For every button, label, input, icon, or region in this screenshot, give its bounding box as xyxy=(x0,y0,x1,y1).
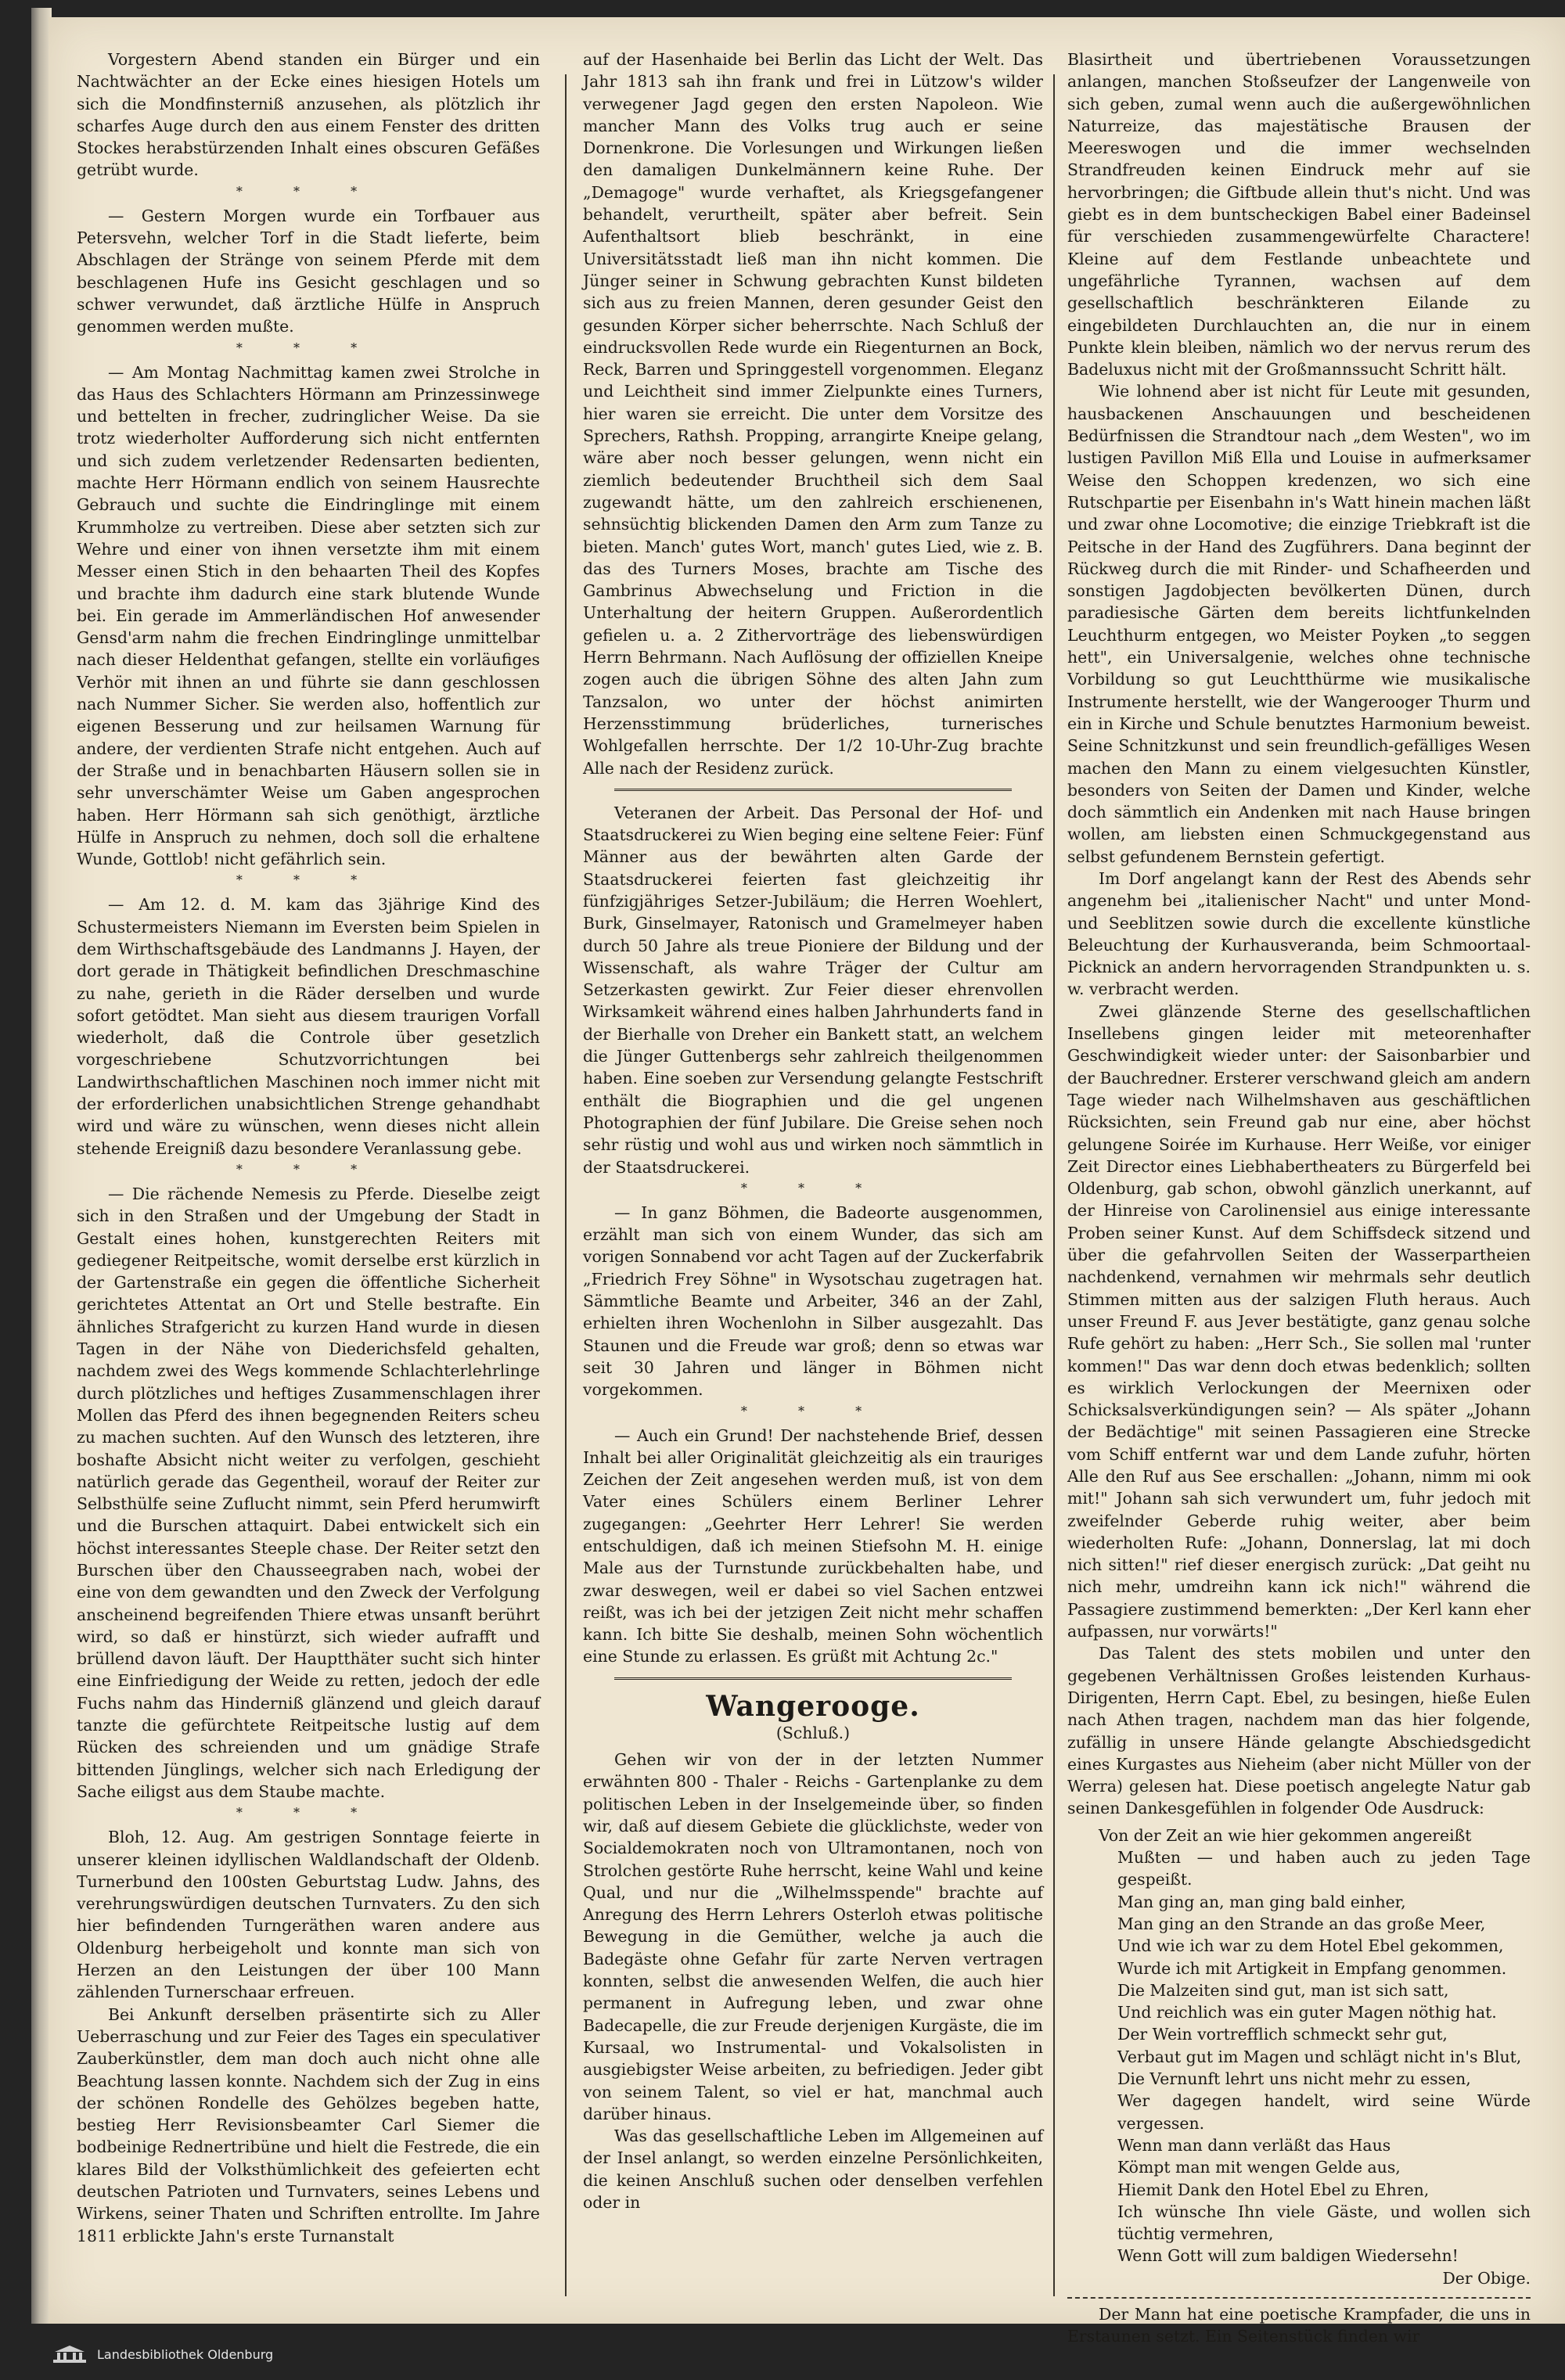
poem-line: Die Vernunft lehrt uns nicht mehr zu essen, xyxy=(1117,2069,1471,2089)
poem-line: Hiemit Dank den Hotel Ebel zu Ehren, xyxy=(1117,2180,1430,2199)
poem-line: Die Malzeiten sind gut, man ist sich satt, xyxy=(1117,1980,1449,2000)
column-3 xyxy=(1067,49,1531,2348)
column-1 xyxy=(77,49,540,2247)
column-rule-1 xyxy=(565,74,567,2296)
poem-line: Der Wein vortrefflich schmeckt sehr gut, xyxy=(1117,2025,1448,2044)
article-bloh: Bloh, 12. Aug. Am gestrigen Sonntage feierte in unserer kleinen idyllischen Waldlandschaft der Oldenb. Turnerbund den 100sten Geburtstag Ludw. Jahns, des verehrungswürdigen deutschen Turnvaters. Zu den sich hier befindenden Turngeräthen waren andere aus Oldenburg herbeigeholt und konnte man sich von Herzen an den Leistungen der über 100 Mann zählenden Turnerschaar erfreuen. xyxy=(77,1828,540,2002)
poem-line: Wer dagegen handelt, wird seine Würde vergessen. xyxy=(1117,2091,1531,2133)
article-jahn-cont: auf der Hasenhaide bei Berlin das Licht der Welt. Das Jahr 1813 sah ihn frank und frei in Lützow's wilder verwegener Jagd gegen den ersten Napoleon. Wie mancher Mann des Volks trug auch er seine Dornenkrone. Die Vorlesungen und Wirkungen ließen den damaligen Dunkelmännern keine Ruhe. Der „Demagoge" wurde verhaftet, als Kriegsgefangener behandelt, verurtheilt, später aber befreit. Sein Aufenthaltsort blieb beschränkt, in eine Universitätsstadt ließ man ihn nicht kommen. Die Jünger seiner in Schwung gebrachten Kunst bildeten sich aus zu freien Mannen, deren gesunder Geist den gesunden Körper sicher beherrschte. Nach Schluß der eindrucksvollen Rede wurde ein Riegenturnen an Bock, Reck, Barren und Springgestell vorgenommen. Eleganz und Leichtheit sind immer Zielpunkte eines Turners, hier waren sie erreicht. Die unter dem Vorsitze des Sprechers, Rathsh. Propping, arrangirte Kneipe gelang, wäre aber noch besser gelungen, wenn nicht ein ziemlich bedeutender Bruchtheil sich dem Saal zugewandt hätte, um den zahlreich erschienenen, sehnsüchtig blickenden Damen den Arm zum Tanze zu bieten. Manch' gutes Wort, manch' gutes Lied, wie z. B. das des Turners Moses, brachte am Tische des Gambrinus Abwechselung und Friction in die Unterhaltung der heitern Gruppen. Außerordentlich gefielen u. a. 2 Zithervorträge des liebenswürdigen Herrn Behrmann. Nach Auflösung der offiziellen Kneipe zogen auch die übrigen Söhne des alten Jahn zum Tanzsalon, wo unter der höchst animirten Herzensstimmung brüderliches, turnerisches Wohlgefallen herrschte. Der 1/2 10-Uhr-Zug brachte Alle nach der Residenz zurück. xyxy=(583,50,1043,778)
column-rule-2 xyxy=(1053,74,1055,2296)
separator-stars: * * * xyxy=(236,340,381,355)
article-wunder: — In ganz Böhmen, die Badeorte ausgenommen, erzählt man sich von einem Wunder, das sich am vorigen Sonnabend vor acht Tagen auf der Zuckerfabrik „Friedrich Frey Söhne" in Wysotschau zugetragen hat. Sämmtliche Beamte und Arbeiter, 346 an der Zahl, erhielten ihren Wochenlohn in Silber ausgezahlt. Das Staunen und die Freude war groß; denn so etwas war seit 30 Jahren und länger in Böhmen nicht vorgekommen. xyxy=(583,1203,1043,1400)
article-wangerooge-cont: Blasirtheit und übertriebenen Voraussetzungen anlangen, manchen Stoßseufzer der Langenweile von sich geben, zumal wenn auch die außergewöhnlichen Naturreize, das majestätische Brausen der Meereswogen und die immer wechselnden Strandfreuden keinen Eindruck mehr auf sie hervorbringen; die Giftbude allein thut's nicht. Und was giebt es in dem buntscheckigen Babel einer Badeinsel für verschieden zusammengewürfelte Charactere! Kleine auf dem Festlande unbeachtete und ungefährliche Tyrannen, wachsen auf dem gesellschaftlich beschränkteren Eilande zu eingebildeten Durchlauchten an, die nur in einem Punkte klein bleiben, nämlich wo der nervus rerum des Badeluxus nicht mit der Großmannssucht Schritt hält. xyxy=(1067,50,1531,379)
poem-line: Mußten — und haben auch zu jeden Tage gespeißt. xyxy=(1117,1848,1531,1889)
section-divider xyxy=(614,789,1012,791)
separator-stars: * * * xyxy=(236,1805,381,1821)
poem-line: Wenn Gott will zum baldigen Wiedersehn! xyxy=(1117,2246,1459,2266)
article-strolche: — Am Montag Nachmittag kamen zwei Strolche in das Haus des Schlachters Hörmann am Prinzessinwege und bettelten in frecher, zudringlicher Weise. Da sie trotz wiederholter Aufforderung sich nicht entfernten und sich zudem verletzender Redensarten bedienten, machte Herr Hörmann endlich von seinem Hausrechte Gebrauch und suchte die Eindringlinge mit einem Krummholze zu vertreiben. Diese aber setzten sich zur Wehre und einer von ihnen versetzte ihm mit einem Messer einen Stich in den behaarten Theil des Kopfes und brachte ihm dadurch eine stark blutende Wunde bei. Ein gerade im Ammerländischen Hof anwesender Gensd'arm nahm die frechen Eindringlinge unmittelbar nach dieser Heldenthat gefangen, stellte ein vorläufiges Verhör mit ihnen an und führte sie dann geschlossen nach Nummer Sicher. Sie werden also, hoffentlich zur eigenen Besserung und zur heilsamen Warnung für andere, der verdienten Strafe nicht entgehen. Auch auf der Straße und in benachbarten Häusern sollen sie in sehr unverschämter Weise um Gaben angesprochen haben. Herr Hörmann sah sich genöthigt, ärztliche Hülfe in Anspruch zu nehmen, doch soll die erhaltene Wunde, Gottlob! nicht gefährlich sein. xyxy=(77,362,540,869)
poem-line: Und reichlich was ein guter Magen nöthig hat. xyxy=(1117,2003,1497,2022)
poem-line: Man ging an den Strande an das große Meer, xyxy=(1117,1914,1486,1933)
poem-line: Wenn man dann verläßt das Haus xyxy=(1117,2135,1391,2155)
poem-line: Kömpt man mit wengen Gelde aus, xyxy=(1117,2158,1401,2177)
article-nemesis: — Die rächende Nemesis zu Pferde. Dieselbe zeigt sich in den Straßen und der Umgebung der Stadt in Gestalt eines hohen, kunstgerechten Reiters mit gediegener Reitpeitsche, womit derselbe erst kürzlich in der Gartenstraße ein gegen die öffentliche Sicherheit gerichtetes Attentat an Ort und Stelle bestrafte. Ein ähnliches Strafgericht zu kurzen Hand wurde in diesen Tagen in der Nähe von Diederichsfeld gehalten, nachdem zwei des Wegs kommende Schlachterlehrlinge durch plötzliches und heftiges Zusammenschlagen ihrer Mollen das Pferd des ihnen begegnenden Reiters scheu zu machen suchten. Auf den Wunsch des letzteren, ihre boshafte Absicht nicht weiter zu verfolgen, geschieht natürlich gerade das Gegentheil, worauf der Reiter zur Selbsthülfe seine Zuflucht nimmt, sein Pferd herumwirft und die Burschen attaquirt. Dabei entwickelt sich ein höchst interessantes Steeple chase. Der Reiter setzt den Burschen über den Chausseegraben nach, wobei der eine von dem gewandten und den Zweck der Verfolgung anscheinend begreifenden Thiere etwas unsanft berührt wird, so daß er hinstürzt, sich wieder aufrafft und brüllend davon läuft. Der Hauptthäter sucht sich hinter eine Einfriedigung der Weide zu retten, jedoch der edle Fuchs nahm das Hinderniß glänzend und gleich darauf tanzte die gefürchtete Reitpeitsche lustig auf dem Rücken des schreienden und um gnädige Strafe bittenden Jünglings, welcher sich nach Erledigung der Sache eiligst aus dem Staube machte. xyxy=(77,1184,540,1801)
separator-stars: * * * xyxy=(236,1161,381,1177)
article-mondfinsterniss: Vorgestern Abend standen ein Bürger und ein Nachtwächter an der Ecke eines hiesigen Hotels um sich die Mondfinsterniß anzusehen, als plötzlich ihr scharfes Auge durch den aus einem Fenster des dritten Stockes herabstürzenden Inhalt eines obscuren Gefäßes getrübt wurde. xyxy=(77,50,540,180)
article-wangerooge-closing: Der Mann hat eine poetische Krampfader, die uns in Erstaunen setzt. Ein Seitenstück finden wir xyxy=(1067,2304,1531,2346)
article-wangerooge-p2: Was das gesellschaftliche Leben im Allgemeinen auf der Insel anlangt, so werden einzelne Persönlichkeiten, die keinen Anschluß suchen oder denselben verfehlen oder in xyxy=(583,2127,1043,2213)
article-wangerooge-strandtour: Wie lohnend aber ist nicht für Leute mit gesunden, hausbackenen Anschauungen und bescheidenen Bedürfnissen die Strandtour nach „dem Westen", wo im lustigen Pavillon Miß Ella und Louise in aufmerksamer Weise den Schoppen kredenzen, wo sich eine Rutschpartie per Eisenbahn in's Watt hinein machen läßt und zwar ohne Locomotive; die einzige Triebkraft ist die Peitsche in der Hand des Zugführers. Dana beginnt der Rückweg durch die mit Rinder- und Schafheerden und sonstigen Jagdobjecten bevölkerten Dünen, durch paradiesische Gärten dem bereits lichtfunkelnden Leuchthurm entgegen, wo Meister Poyken „to seggen hett", ein Universalgenie, welches ohne technische Vorbildung so gut Leuchtthürme wie musikalische Instrumente herstellt, wie der Wangerooger Thurm und ein in Kirche und Schule benutztes Harmonium beweist. Seine Schnitzkunst und sein freundlich-gefälliges Wesen machen den Mann zu einem vielgesuchten Künstler, besonders von Seiten der Damen und Kinder, welche doch sämmtlich ein Andenken mit nach Hause bringen wollen, am liebsten einen Schmuckgegenstand aus selbst gefundenem Bernstein gefertigt. xyxy=(1067,382,1531,866)
article-wangerooge-sterne: Zwei glänzende Sterne des gesellschaftlichen Insellebens gingen leider mit meteorenhafter Geschwindigkeit wieder unter: der Saisonbarbier und der Bauchredner. Ersterer verschwand gleich am andern Tage wieder nach Wilhelmshaven aus geschäftlichen Rücksichten, sein Freund gab nur eine, aber höchst gelungene Soirée im Kurhause. Herr Weiße, vor einiger Zeit Director eines Liebhabertheaters zu Bürgerfeld bei Oldenburg, gab schon, obwohl gänzlich unerkannt, auf der Hinreise von Carolinensiel aus einige interessante Proben seiner Kunst. Auf dem Schiffsdeck sitzend und über die gefahrvollen Seiten der Wasserpartheien nachdenkend, vernahmen wir mehrmals sehr deutlich Stimmen mitten aus der salzigen Fluth heraus. Auch unser Freund F. aus Jever bestätigte, ganz genau solche Rufe gehört zu haben: „Herr Sch., Sie sollen mal 'runter kommen!" Das war denn doch etwas bedenklich; sollten es wirklich Verlockungen der Meernixen oder Schicksalsverkündigungen sein? — Als später „Johann der Bedächtige" mit seinen Passagieren eine Strecke vom Schiff entfernt war und dem Lande zufuhr, hörten Alle den Ruf aus See erschallen: „Johann, nimm mi ook mit!" Johann sah sich verwundert um, fuhr jedoch mit zweifelnder Geberde ruhig weiter, aber beim wiederholten Rufe: „Johann, Donnerslag, lat mi doch nich sitten!" rief dieser energisch zurück: „Dat geiht nu nich mehr, umdreihn kann ick nich!" während die Passagiere zustimmend bemerkten: „Der Kerl kann eher aufpassen, nur vorwärts!" xyxy=(1067,1001,1531,1641)
poem-signature: Der Obige. xyxy=(1442,2268,1531,2288)
column-2 xyxy=(583,49,1043,2213)
library-building-icon xyxy=(52,2344,88,2364)
article-wangerooge-talent: Das Talent des stets mobilen und unter den gegebenen Verhältnissen Großes leistenden Kurhaus-Dirigenten, Herrn Capt. Ebel, zu besingen, hieße Eulen nach Athen tragen, nachdem man das hier folgende, zufällig in unsere Hände gelangte Abschiedsgedicht eines Kurgastes aus Nieheim (aber nicht Müller von der Werra) gelesen hat. Diese poetisch angelegte Natur gab seinen Dankesgefühlen in folgender Ode Ausdruck: xyxy=(1067,1644,1531,1818)
wangerooge-heading: Wangerooge. xyxy=(706,1689,920,1723)
article-wangerooge-dorf: Im Dorf angelangt kann der Rest des Abends sehr angenehm bei „italienischer Nacht" und unter Mond- und Seeblitzen sowie durch die excellente künstliche Beleuchtung der Kurhausveranda, beim Schmoortaal-Picknick an andern hervorragenden Strandpunkten u. s. w. verbracht werden. xyxy=(1067,868,1531,999)
article-grund: — Auch ein Grund! Der nachstehende Brief, dessen Inhalt bei aller Originalität gleichzeitig als ein trauriges Zeichen der Zeit angesehen werden muß, ist von dem Vater eines Schülers einem Berliner Lehrer zugegangen: „Geehrter Herr Lehrer! Sie werden entschuldigen, daß ich meinen Stiefsohn M. H. einige Male aus der Turnstunde zurückbehalten habe, und zwar deswegen, weil er dabei so viel Sachen entzwei reißt, was ich bei der jetzigen Zeit nicht mehr schaffen kann. Ich bitte Sie deshalb, meinen Sohn wöchentlich eine Stunde zu erlassen. Es grüßt mit Achtung 2c." xyxy=(583,1425,1043,1666)
poem-line: Verbaut gut im Magen und schlägt nicht in's Blut, xyxy=(1117,2047,1522,2066)
article-veteranen: Veteranen der Arbeit. Das Personal der Hof- und Staatsdruckerei zu Wien beging eine seltene Feier: Fünf Männer aus der bewährten alten Garde der Staatsdruckerei feierten fast gleichzeitig ihr fünfzigjähriges Setzer-Jubiläum; die Herren Woehlert, Burk, Ginselmayer, Ratonisch und Gramelmeyer haben durch 50 Jahre als treue Pioniere der Bildung und der Wissenschaft, als wahre Träger der Cultur am Setzerkasten gewirkt. Zur Feier dieser ehrenvollen Wirksamkeit während eines halben Jahrhunderts fand in der Bierhalle von Dreher ein Bankett statt, an welchem die Jünger Guttenbergs sehr zahlreich theilgenommen haben. Eine soeben zur Versendung gelangte Festschrift enthält die Biographien und die gel ungenen Photographien der fünf Jubilare. Die Greise sehen noch sehr rüstig und wohl aus und wirken noch sämmtlich in der Staatsdruckerei. xyxy=(583,803,1043,1177)
poem xyxy=(1099,1825,1531,2289)
library-name: Landesbibliothek Oldenburg xyxy=(97,2346,274,2362)
poem-line: Man ging an, man ging bald einher, xyxy=(1117,1892,1406,1911)
separator-stars: * * * xyxy=(236,872,381,888)
article-torfbauer: — Gestern Morgen wurde ein Torfbauer aus Petersvehn, welcher Torf in die Stadt lieferte, beim Abschlagen der Stränge von seinem Pferde mit dem beschlagenen Hufe ins Gesicht geschlagen und so schwer verwundet, daß ärztliche Hülfe in Anspruch genommen werden mußte. xyxy=(77,206,540,336)
library-footer xyxy=(52,2341,273,2367)
separator-stars: * * * xyxy=(740,1403,886,1418)
dashed-rule xyxy=(1067,2297,1531,2299)
article-dreschmaschine: — Am 12. d. M. kam das 3jährige Kind des Schustermeisters Niemann im Eversten beim Spielen in dem Wirthschaftsgebäude des Landmanns J. Hayen, der dort gerade in Thätigkeit befindlichen Dreschmaschine zu nahe, gerieth in die Räder derselben und wurde sofort getödtet. Man sieht aus diesem traurigen Vorfall wiederholt, daß die Controle über gesetzlich vorgeschriebene Schutzvorrichtungen bei Landwirthschaftlichen Maschinen noch immer nicht mit der erforderlichen unabsichtlichen Strenge gehandhabt wird und wäre zu wünschen, wenn dieses nicht allein stehende Ereigniß dazu besondere Veranlassung gebe. xyxy=(77,895,540,1158)
wangerooge-subheading: (Schluß.) xyxy=(775,1723,851,1742)
article-bloh-cont: Bei Ankunft derselben präsentirte sich zu Aller Ueberraschung und zur Feier des Tages ein speculativer Zauberkünstler, dem man doch auch nicht ohne alle Beachtung lassen konnte. Nachdem sich der Zug in eins der schönen Rondelle des Gehölzes begeben hatte, bestieg Herr Revisionsbeamter Carl Siemer die bodbeinige Rednertribüne und hielt die Festrede, die ein klares Bild der Volksthümlichkeit des gefeierten echt deutschen Patrioten und Turnvaters, seines Lebens und Wirkens, seiner Thaten und Schriften entrollte. Im Jahre 1811 erblickte Jahn's erste Turnanstalt xyxy=(77,2004,540,2245)
section-divider xyxy=(614,1677,1012,1680)
article-wangerooge-p1: Gehen wir von der in der letzten Nummer erwähnten 800 - Thaler - Reichs - Gartenplanke zu dem politischen Leben in der Inselgemeinde über, so finden wir, daß auf diesem Gebiete die glücklichste, weder von Socialdemokraten noch von Ultramontanen, noch von Strolchen gestörte Ruhe herrscht, keine Wahl und keine Qual, und nur die „Wilhelmsspende" brachte auf Anregung des Herrn Lehrers Osterloh etwas politische Bewegung in die Gemüther, welche ja auch die Badegäste ohne Gefahr für zarte Nerven vertragen konnten, selbst die anwesenden Welfen, die auch hier permanent in Aufregung leben, und zwar ohne Badecapelle, die zur Freude derjenigen Kurgäste, die im Kursaal, wo Instrumental- und Vokalsolisten in ausgiebigster Weise arbeiten, zu befriedigen. Jeder gibt von seinem Talent, so viel er hat, manchmal auch darüber hinaus. xyxy=(583,1750,1043,2123)
poem-line: Von der Zeit an wie hier gekommen angereißt xyxy=(1099,1825,1472,1845)
poem-line: Und wie ich war zu dem Hotel Ebel gekommen, xyxy=(1117,1936,1504,1956)
separator-stars: * * * xyxy=(740,1180,886,1195)
poem-line: Wurde ich mit Artigkeit in Empfang genommen. xyxy=(1117,1958,1507,1978)
separator-stars: * * * xyxy=(236,183,381,199)
poem-line: Ich wünsche Ihn viele Gäste, und wollen sich tüchtig vermehren, xyxy=(1117,2202,1531,2244)
